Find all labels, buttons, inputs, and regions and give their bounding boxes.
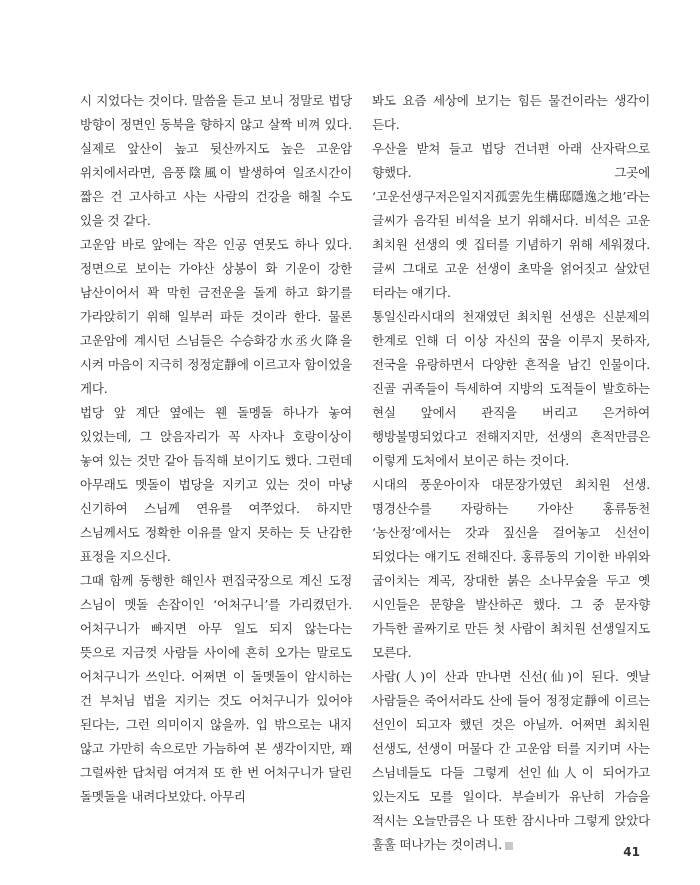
paragraph: 봐도 요즘 세상에 보기는 힘든 물건이라는 생각이 든다. <box>372 93 650 132</box>
last-paragraph <box>372 665 650 857</box>
paragraph: 통일신라시대의 천재였던 최치원 선생은 신분제의 한계로 인해 더 이상 자신의 꿈을 이루지 못하자, 전국을 유랑하면서 다양한 흔적을 남긴 인물이다. 진골 귀족들이 득세하여 지방의 도적들이 발호하는 현실 앞에서 관직을 버리고 은거하여 행방불명되었다고 전해지지만, 선생의 흔적만큼은 이렇게 도처에서 보이곤 하는 것이다. <box>372 309 650 468</box>
right-column <box>372 89 650 857</box>
paragraph: 법당 앞 계단 옆에는 웬 돌멩돌 하나가 놓여 있었는데, 그 앉음자리가 꼭 사자나 호랑이상이 놓여 있는 것만 같아 듬직해 보이기도 했다. 그런데 아무래도 멧돌이 법당을 지키고 있는 것이 마냥 신기하여 스님께 연유를 여쭈었다. 하지만 스님께서도 정확한 이유를 알지 못하는 듯 난감한 표정을 지으신다. <box>80 405 352 564</box>
left-column <box>80 89 352 809</box>
paragraph: 시 지었다는 것이다. 말씀을 듣고 보니 정말로 법당 방향이 정면인 동북을 향하지 않고 살짝 비껴 있다. 실제로 앞산이 높고 뒷산까지도 높은 고운암 위치에서라면, 음풍陰風이 발생하여 일조시간이 짧은 건 고사하고 사는 사람의 건강을 해칠 수도 있을 것 같다. <box>80 93 352 228</box>
page-number: 41 <box>623 845 640 859</box>
paragraph-text: 사람(人)이 산과 만나면 신선(仙)이 된다. 옛날 사람들은 죽어서라도 산에 들어 정정定靜에 이르는 선인이 되고자 했던 것은 아닐까. 어쩌면 최치원 선생도, 선생이 머물다 간 고운암 터를 지키며 사는 스님네들도 다들 그렇게 선인仙人이 되어가고 있는지도 모를 일이다. 부슬비가 유난히 가슴을 적시는 오늘만큼은 나 또한 잠시나마 그렇게 앉았다 훌훌 떠나가는 것이려니. <box>372 669 650 852</box>
paragraph: 우산을 받쳐 들고 법당 건너편 아래 산자락으로 향했다. 그곳에 ‘고운선생구저은일지지孤雲先生構邸隱逸之地’라는 글씨가 음각된 비석을 보기 위해서다. 비석은 고운 최치원 선생의 옛 집터를 기념하기 위해 세워졌다. 글씨 그대로 고운 선생이 초막을 얽어짓고 살았던 터라는 얘기다. <box>372 141 650 300</box>
end-mark-icon <box>505 842 513 850</box>
paragraph: 그때 함께 동행한 해인사 편집국장으로 계신 도정 스님이 멧돌 손잡이인 ‘어처구니’를 가리켰던가. 어처구니가 빠지면 아무 일도 되지 않는다는 뜻으로 지금껏 사람들 사이에 흔히 오가는 말로도 어처구니가 쓰인다. 어쩌면 이 돌멧돌이 암시하는 건 부처님 법을 지키는 것도 어처구니가 있어야 된다는, 그런 의미이지 않을까. 입 밖으로는 내지 않고 가만히 속으로만 가늠하여 본 생각이지만, 꽤 그럴싸한 답처럼 여겨져 또 한 번 어처구니가 달린 돌멧돌을 내려다보았다. 아무리 <box>80 573 352 804</box>
paragraph: 시대의 풍운아이자 대문장가였던 최치원 선생. 명경산수를 자랑하는 가야산 홍류동천 ‘농산정’에서는 갓과 짚신을 걸어놓고 신선이 되었다는 얘기도 전해진다. 홍류동의 기이한 바위와 굽이치는 계곡, 장대한 붉은 소나무숲을 두고 옛 시인들은 문향을 발산하곤 했다. 그 중 문자향 가득한 골짜기로 만든 첫 사람이 최치원 선생일지도 모른다. <box>372 477 650 660</box>
paragraph: 고운암 바로 앞에는 작은 인공 연못도 하나 있다. 정면으로 보이는 가야산 상봉이 화 기운이 강한 남산이어서 꽉 막힌 금전운을 돌게 하고 화기를 가라앉히기 위해 일부러 파둔 것이라 한다. 물론 고운암에 계시던 스님들은 수승화강水丞火降을 시켜 마음이 지극히 정정定靜에 이르고자 함이었을 게다. <box>80 237 352 396</box>
